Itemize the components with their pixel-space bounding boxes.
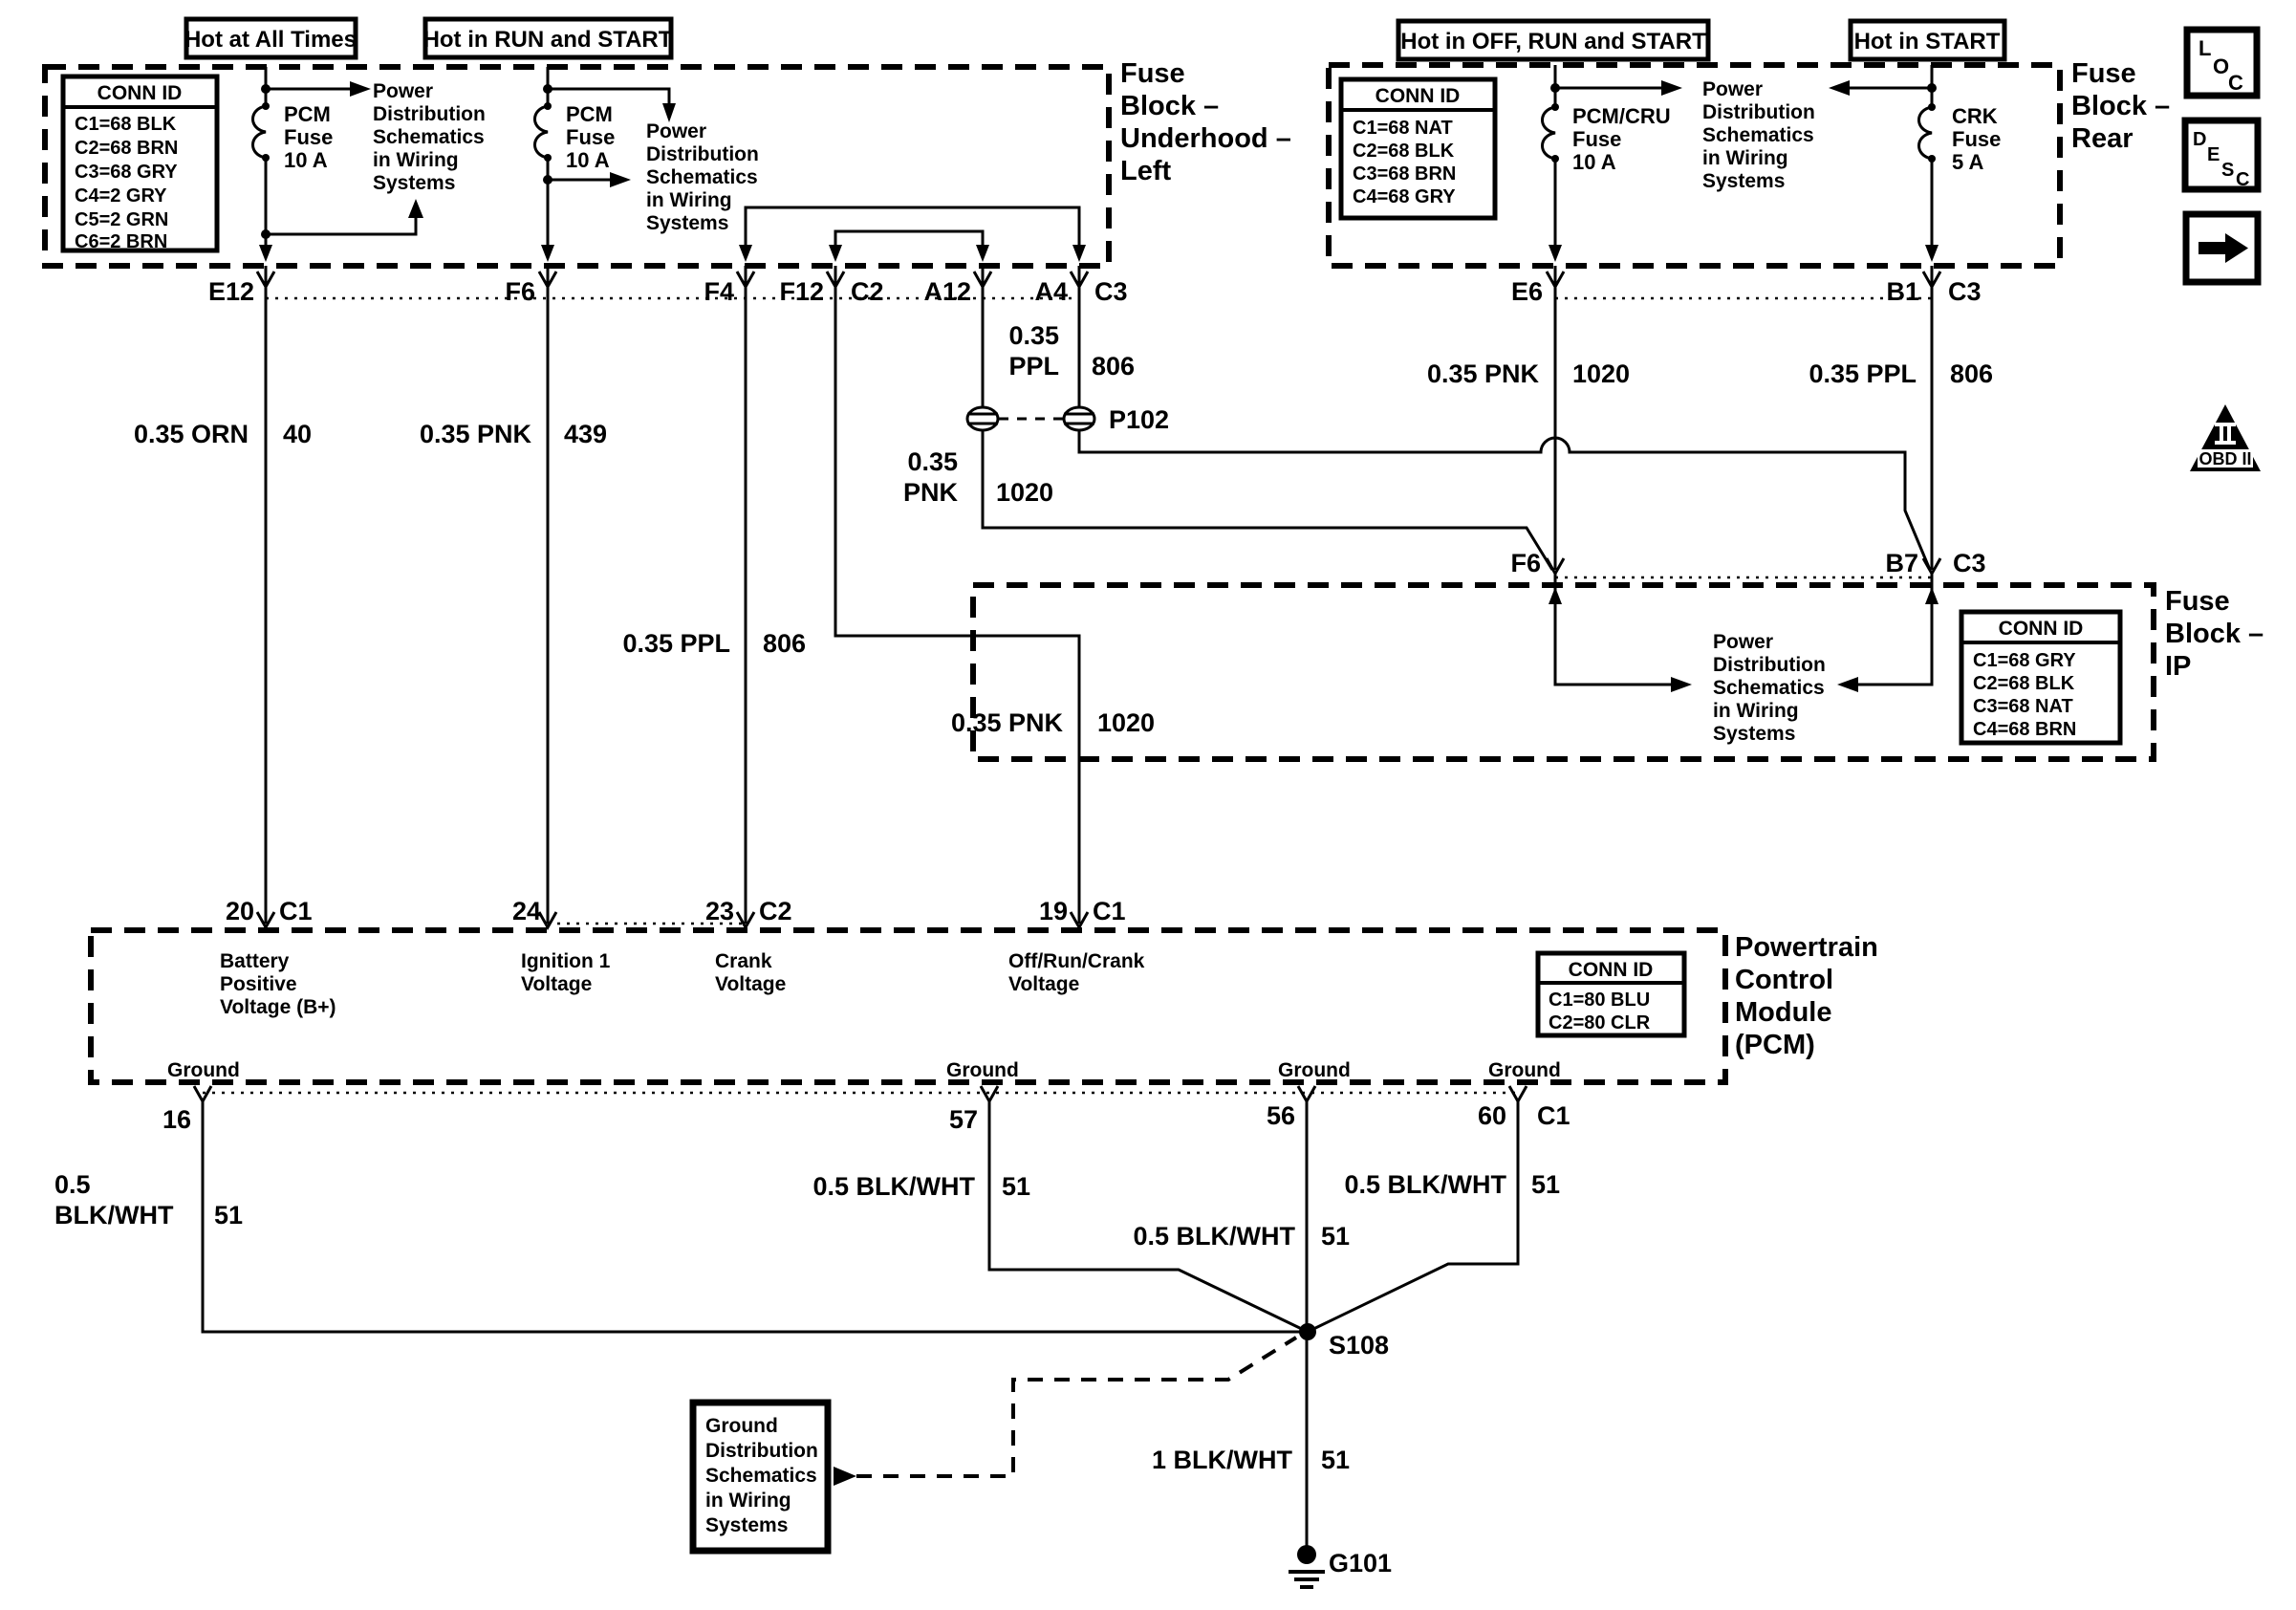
conn-id-entry: C4=68 GRY <box>1353 186 1456 207</box>
block-label-line: Powertrain <box>1735 932 1878 963</box>
loc-letter: L <box>2199 36 2212 60</box>
conn-id-entry: C2=68 BLK <box>1973 673 2075 694</box>
conn-id-entry: C1=80 BLU <box>1549 990 1651 1011</box>
crk-fuse-circuit <box>1829 65 2001 262</box>
pin-terminal: 24 <box>511 897 541 925</box>
wire-label: 0.5 BLK/WHT <box>812 1172 975 1201</box>
wire-label: 0.35 PPL <box>1809 359 1917 388</box>
pcm-block <box>91 930 1725 1082</box>
wire-ppl-806-rear <box>1809 266 1993 570</box>
fuse-label: PCM/CRU <box>1572 104 1671 128</box>
block-label-line: Block – <box>2165 619 2264 649</box>
conn-id-entry: C5=2 GRN <box>75 209 169 230</box>
pin-terminal: 23 <box>704 897 734 925</box>
note-line: Schematics <box>1713 677 1825 699</box>
pin-terminal: 60 <box>1477 1101 1506 1130</box>
note-line: Schematics <box>373 126 485 148</box>
wire-label: 0.35 PNK <box>950 708 1063 737</box>
note-line: Systems <box>705 1514 789 1536</box>
block-label-line: Fuse <box>2071 58 2136 89</box>
block-label-line: Left <box>1120 156 1172 186</box>
conn-id-entry: C3=68 BRN <box>1353 163 1457 185</box>
note-line: Power <box>373 80 434 102</box>
pin-label-e6: E6 <box>1510 277 1543 306</box>
ip-conn-id-box <box>1961 612 2120 743</box>
pcm-function-off-run-crank <box>1008 950 1145 995</box>
desc-letter: C <box>2236 169 2250 190</box>
note-line: Systems <box>1702 170 1786 192</box>
conn-id-entry: C4=68 BRN <box>1973 719 2077 740</box>
note-line: Schematics <box>705 1465 817 1487</box>
circuit-number: 806 <box>1950 359 1994 388</box>
wire-label: 0.5 BLK/WHT <box>1344 1170 1506 1199</box>
pin-label-a4: A4 <box>1034 277 1068 306</box>
fuse-label: PCM <box>566 102 613 126</box>
conn-id-entry: C2=68 BRN <box>75 138 179 159</box>
loc-button[interactable] <box>2187 30 2257 96</box>
circuit-number: 439 <box>564 420 608 448</box>
power-distribution-note-1 <box>373 80 486 194</box>
fuse-label: 10 A <box>1572 150 1616 174</box>
conn-id-entry: C6=2 BRN <box>75 231 168 252</box>
pin-terminal: 57 <box>948 1105 978 1134</box>
conn-id-title: CONN ID <box>1998 618 2084 640</box>
fuse-label: PCM <box>284 102 331 126</box>
desc-button[interactable] <box>2185 120 2258 190</box>
note-line: Systems <box>373 172 456 194</box>
conn-label-c3: C3 <box>1948 277 1982 306</box>
pin-connector: C1 <box>279 897 313 925</box>
note-line: Power <box>1713 631 1774 653</box>
pin-label-f12: F12 <box>779 277 824 306</box>
function-line: Voltage <box>521 973 593 995</box>
header-label: Hot in START <box>1853 29 2001 54</box>
wire-blkwht-56 <box>1133 1101 1350 1549</box>
pcm-label <box>1735 932 1878 1060</box>
block-label-line: (PCM) <box>1735 1030 1815 1060</box>
conn-id-entry: C2=80 CLR <box>1549 1012 1651 1033</box>
wire-label: 0.35 <box>907 447 958 476</box>
fuse-label: CRK <box>1952 104 1998 128</box>
fuse-label: 10 A <box>566 148 610 172</box>
underhood-conn-id-box <box>63 76 217 252</box>
ip-feed-right <box>1837 574 1939 692</box>
pin-terminal: 20 <box>225 897 254 925</box>
ground-label: Ground <box>946 1059 1019 1081</box>
pin-label-b1: B1 <box>1886 277 1919 306</box>
fuse-label: Fuse <box>1572 127 1622 151</box>
circuit-number: 51 <box>1002 1172 1031 1201</box>
conn-id-entry: C1=68 BLK <box>75 114 177 135</box>
note-line: Systems <box>646 212 729 234</box>
note-line: Distribution <box>1713 654 1826 676</box>
wire-label: 0.35 PPL <box>622 629 730 658</box>
header-label: Hot in OFF, RUN and START <box>1400 29 1706 54</box>
desc-letter: D <box>2193 129 2207 150</box>
pcm-function-battery <box>220 950 336 1018</box>
wire-label: 0.5 <box>54 1170 91 1199</box>
grommet-icon <box>967 407 998 430</box>
function-line: Voltage (B+) <box>220 996 336 1018</box>
block-label-line: Underhood – <box>1120 123 1291 154</box>
wire-label: 1 BLK/WHT <box>1152 1446 1292 1474</box>
conn-label-c3-ip: C3 <box>1953 549 1986 577</box>
splice-label: S108 <box>1329 1331 1390 1360</box>
note-line: Power <box>1702 78 1764 100</box>
p102-label: P102 <box>1109 405 1170 434</box>
function-line: Off/Run/Crank <box>1008 950 1145 972</box>
fuse-label: 5 A <box>1952 150 1984 174</box>
function-line: Ignition 1 <box>521 950 611 972</box>
circuit-number: 1020 <box>996 478 1054 507</box>
circuit-number: 806 <box>763 629 807 658</box>
grommet-icon <box>1064 407 1094 430</box>
wire-blkwht-57 <box>812 1101 1308 1332</box>
obd-label: OBD II <box>2199 449 2252 468</box>
loc-letter: C <box>2228 71 2243 95</box>
wire-blkwht-16 <box>54 1101 1308 1332</box>
header-hot-in-run-and-start <box>423 19 673 57</box>
ip-feed-left <box>1549 574 1692 692</box>
conn-id-entry: C1=68 NAT <box>1353 118 1453 139</box>
ground-label: Ground <box>167 1059 240 1081</box>
note-line: Ground <box>705 1415 778 1437</box>
conn-id-title: CONN ID <box>1375 85 1461 107</box>
conn-id-entry: C2=68 BLK <box>1353 141 1455 162</box>
loc-letter: O <box>2213 54 2230 78</box>
block-label-line: Fuse <box>2165 586 2230 617</box>
note-line: Schematics <box>1702 124 1814 146</box>
pin-label-f6: F6 <box>505 277 535 306</box>
pin-label-e12: E12 <box>207 277 254 306</box>
block-label-line: Block – <box>2071 91 2171 121</box>
power-distribution-note-3 <box>1702 78 1815 192</box>
circuit-number: 51 <box>214 1201 244 1229</box>
function-line: Battery <box>220 950 290 972</box>
desc-letter: S <box>2221 160 2235 181</box>
fuse-block-underhood-label <box>1120 58 1291 186</box>
header-hot-in-off-run-and-start <box>1398 21 1708 59</box>
conn-id-entry: C4=2 GRY <box>75 185 167 207</box>
note-line: Distribution <box>373 103 486 125</box>
circuit-number: 51 <box>1321 1222 1351 1251</box>
ground-distribution-note-box <box>693 1338 1296 1551</box>
ground-label: Ground <box>1488 1059 1561 1081</box>
fuse-block-underhood-left <box>45 67 1109 266</box>
ip-pin-row <box>1510 549 1985 577</box>
fuse-block-ip-label <box>2165 586 2264 682</box>
fuse-label: Fuse <box>1952 127 2002 151</box>
wire-label: BLK/WHT <box>54 1201 174 1229</box>
pcm-bottom-pin-row <box>162 1086 1570 1134</box>
fuse-block-rear <box>1329 65 2060 266</box>
block-label-line: Control <box>1735 965 1834 995</box>
header-hot-in-start <box>1851 21 2004 59</box>
wire-label: 0.35 ORN <box>133 420 249 448</box>
note-line: Power <box>646 120 707 142</box>
pin-label-a12: A12 <box>923 277 971 306</box>
pin-label-b7: B7 <box>1885 549 1918 577</box>
ground-ref-label: G101 <box>1329 1549 1393 1577</box>
wire-ppl-806-to-pcm <box>622 266 806 924</box>
circuit-number: 40 <box>283 420 313 448</box>
next-arrow-button[interactable] <box>2186 214 2258 282</box>
block-label-line: Fuse <box>1120 58 1185 89</box>
circuit-number: 806 <box>1092 352 1136 381</box>
internal-jumper-f12-a12 <box>829 231 989 262</box>
desc-letter: E <box>2207 144 2220 165</box>
note-line: in Wiring <box>646 189 732 211</box>
p102-grommet-connector <box>967 405 1169 434</box>
function-line: Crank <box>715 950 772 972</box>
pin-terminal: 19 <box>1038 897 1068 925</box>
fuse-label: 10 A <box>284 148 328 172</box>
fuse-label: Fuse <box>284 125 334 149</box>
block-label-line: IP <box>2165 651 2192 682</box>
circuit-number: 1020 <box>1097 708 1156 737</box>
note-line: Distribution <box>646 143 759 165</box>
function-line: Voltage <box>715 973 787 995</box>
obd-ii-badge <box>2190 404 2261 471</box>
wire-blkwht-1 <box>1152 1446 1350 1474</box>
pin-terminal: 16 <box>162 1105 191 1134</box>
block-label-line: Block – <box>1120 91 1220 121</box>
pcm-function-ignition <box>521 950 611 995</box>
pin-label-f6-ip: F6 <box>1510 549 1541 577</box>
header-label: Hot in RUN and START <box>422 27 673 53</box>
conn-id-entry: C1=68 GRY <box>1973 650 2076 671</box>
wire-blkwht-60 <box>1308 1101 1560 1332</box>
wire-label: PPL <box>1008 352 1059 381</box>
pin-connector: C1 <box>1537 1101 1570 1130</box>
note-line: Distribution <box>1702 101 1815 123</box>
internal-jumper-f4-a4 <box>739 207 1086 262</box>
note-line: in Wiring <box>705 1490 791 1512</box>
underhood-pin-row <box>208 272 1128 306</box>
wire-orn-40 <box>134 266 312 924</box>
fuse-block-rear-label <box>2071 58 2170 154</box>
pcm-conn-id-box <box>1538 953 1684 1035</box>
conn-id-entry: C3=68 NAT <box>1973 696 2073 717</box>
wire-pnk-439 <box>420 266 607 924</box>
power-distribution-note-4 <box>1713 631 1826 745</box>
rear-pin-row <box>1511 272 1982 306</box>
pcm-function-crank <box>715 950 786 995</box>
rear-conn-id-box <box>1341 79 1495 218</box>
wire-label: 0.5 BLK/WHT <box>1133 1222 1295 1251</box>
function-line: Voltage <box>1008 973 1080 995</box>
ground-g101 <box>1289 1545 1392 1587</box>
pin-connector: C2 <box>759 897 792 925</box>
block-label-line: Rear <box>2071 123 2134 154</box>
power-distribution-note-2 <box>646 120 759 234</box>
block-label-line: Module <box>1735 997 1832 1028</box>
header-label: Hot at All Times <box>184 27 357 53</box>
note-line: Systems <box>1713 723 1796 745</box>
header-hot-at-all-times <box>184 19 357 57</box>
wire-label: PNK <box>902 478 958 507</box>
circuit-number: 1020 <box>1572 359 1631 388</box>
wire-pnk-1020-rear <box>1427 266 1630 570</box>
conn-id-title: CONN ID <box>1568 959 1654 981</box>
wire-label: 0.35 <box>1008 321 1059 350</box>
note-line: Schematics <box>646 166 758 188</box>
ground-label: Ground <box>1278 1059 1351 1081</box>
note-line: Distribution <box>705 1440 818 1462</box>
circuit-number: 51 <box>1321 1446 1351 1474</box>
pin-terminal: 56 <box>1266 1101 1295 1130</box>
conn-label-c2: C2 <box>851 277 884 306</box>
splice-s108 <box>1299 1323 1389 1360</box>
pcm-cru-fuse-circuit <box>1543 65 1683 262</box>
conn-id-title: CONN ID <box>97 82 183 104</box>
note-line: in Wiring <box>1713 700 1799 722</box>
function-line: Positive <box>220 973 297 995</box>
fuse-label: Fuse <box>566 125 616 149</box>
pcm-top-pin-row <box>226 897 1126 927</box>
note-line: in Wiring <box>373 149 459 171</box>
note-line: in Wiring <box>1702 147 1788 169</box>
conn-label-c3: C3 <box>1094 277 1128 306</box>
circuit-number: 51 <box>1531 1170 1561 1199</box>
wire-label: 0.35 PNK <box>419 420 531 448</box>
pin-connector: C1 <box>1093 897 1126 925</box>
wire-label: 0.35 PNK <box>1426 359 1539 388</box>
conn-id-entry: C3=68 GRY <box>75 162 178 183</box>
pin-label-f4: F4 <box>704 277 734 306</box>
